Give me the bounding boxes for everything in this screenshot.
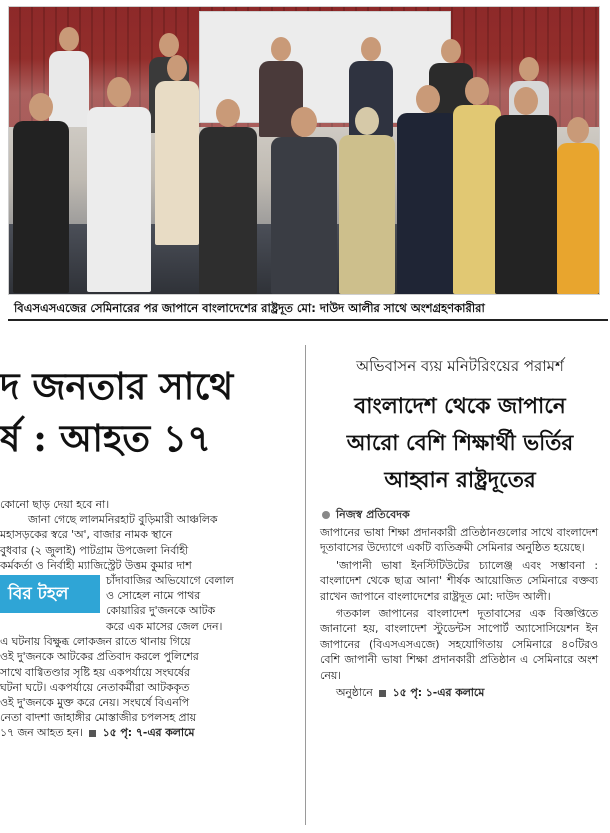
photo-person (557, 117, 599, 294)
right-continuation-link[interactable]: ১৫ পৃ: ১-এর কলামে (392, 686, 485, 700)
left-intro-line: কোনো ছাড় দেয়া হবে না। (0, 498, 110, 511)
group-photo (8, 6, 600, 295)
right-article-kicker: অভিবাসন ব্যয় মনিটরিংয়ের পরামর্শ (356, 357, 564, 375)
left-text-line: সাথে বাগ্বিতণ্ডার সৃষ্টি হয় একপর্যায়ে সংঘর্ষের (0, 665, 190, 679)
left-text-line: নেতা বাদশা জাহাঙ্গীর মোস্তাজীর চপলসহ প্রায় (0, 711, 196, 725)
left-text-line: ওই দু'জনকে আটকের প্রতিবাদ করলে পুলিশের (0, 650, 199, 664)
bullet-icon (322, 511, 330, 519)
inset-box-row (0, 573, 290, 619)
left-headline-line: দ জনতার সাথে (0, 364, 234, 408)
left-text-line: জানা গেছে লালমনিরহাট বুড়িমারী আঞ্চলিক (28, 513, 218, 527)
left-last-line (0, 725, 290, 740)
right-headline-line: আহ্বান রাষ্ট্রদূতের (384, 468, 536, 493)
right-article-body (320, 525, 598, 702)
left-article-headline (0, 360, 290, 464)
photo-person (87, 77, 151, 292)
square-bullet-icon (89, 730, 96, 737)
left-continuation-link[interactable]: ১৫ পৃ: ৭-এর কলামে (102, 726, 195, 740)
inset-box-title: বির টহল (0, 575, 100, 613)
right-headline-line: আরো বেশি শিক্ষার্থী ভর্তির (346, 431, 574, 456)
left-text-line: চাঁদাবাজির অভিযোগে বেলাল (106, 574, 234, 588)
photo-person (199, 99, 257, 294)
photo-person (397, 85, 459, 294)
right-headline-line: বাংলাদেশ থেকে জাপানে (354, 394, 566, 419)
left-text-line: ঘটনা ঘটে। একপর্যায়ে নেতাকর্মীরা আটককৃত (0, 680, 190, 694)
photo-person (339, 107, 395, 294)
left-text-line: ও সোহেল নামে পাথর (106, 589, 201, 603)
photo-person (13, 93, 69, 293)
right-article-headline (315, 388, 605, 499)
photo-person (155, 55, 199, 245)
left-article-body (0, 497, 290, 741)
left-text-line: কোয়ারির দু'জনকে আটক (106, 604, 216, 618)
right-last-text: অনুষ্ঠানে (336, 686, 373, 700)
photo-person (495, 87, 557, 294)
right-paragraph: জাপানের ভাষা শিক্ষা প্রদানকারী প্রতিষ্ঠানগুলোর সাথে বাংলাদেশ দূতাবাসের উদ্যোগে একটি ব্যতিক্রমী সেমিনার অনুষ্ঠিত হয়েছে। (320, 526, 598, 555)
left-text-line: কর্মকর্তা ও নির্বাহী ম্যাজিস্ট্রেট উত্তম কুমার দাশ (0, 558, 192, 572)
column-divider (305, 345, 306, 825)
byline (322, 506, 410, 525)
right-paragraph: গতকাল জাপানের বাংলাদেশ দূতাবাসের এক বিজ্ঞপ্তিতে জানানো হয়, বাংলাদেশ স্টুডেন্টস সাপোর্ট অ্যাসোসিয়েশন ইন জাপানের (বিএসএসএজে) সহযোগিতায় সেমিনারে ৪০টিরও বেশি জাপানী ভাষা শিক্ষা প্রদানকারী প্রতিষ্ঠান এ সেমিনারে অংশ নেয়। (320, 607, 598, 682)
left-headline-line: র্ষ : আহত ১৭ (0, 416, 212, 460)
left-text-line: বুধবার (২ জুলাই) পাটগ্রাম উপজেলা নির্বাহী (0, 543, 189, 557)
photo-person (453, 77, 501, 294)
left-text-line: এ ঘটনায় বিক্ষুব্ধ লোকজন রাতে থানায় গিয়ে (0, 635, 191, 649)
photo-person (271, 107, 337, 294)
right-paragraph: 'জাপানী ভাষা ইনস্টিটিউটের চ্যালেঞ্জ এবং সম্ভাবনা : বাংলাদেশ থেকে ছাত্র আনা' শীর্ষক আয়োজিত সেমিনারে বক্তব্য রাখেন জাপানে বাংলাদেশের রাষ্ট্রদূত মো: দাউদ আলী। (320, 558, 598, 603)
byline-text: নিজস্ব প্রতিবেদক (336, 508, 410, 521)
left-text-line: করে এক মাসের জেল দেন। (106, 620, 223, 634)
left-text-line: মহাসড়কের স্বরে 'অ', বাজার নামক স্থানে (0, 528, 173, 542)
square-bullet-icon (379, 690, 386, 697)
left-last-text: ১৭ জন আহত হন। (0, 726, 83, 740)
photo-caption: বিএসএসএজের সেমিনারের পর জাপানে বাংলাদেশের রাষ্ট্রদূত মো: দাউদ আলীর সাথে অংশগ্রহণকারীরা (8, 297, 608, 321)
inset-box-text (106, 573, 290, 619)
right-last-line (320, 685, 598, 700)
left-text-line: ওই দু'জনকে মুক্ত করে নেয়। সংঘর্ষে বিএনপি (0, 696, 190, 710)
